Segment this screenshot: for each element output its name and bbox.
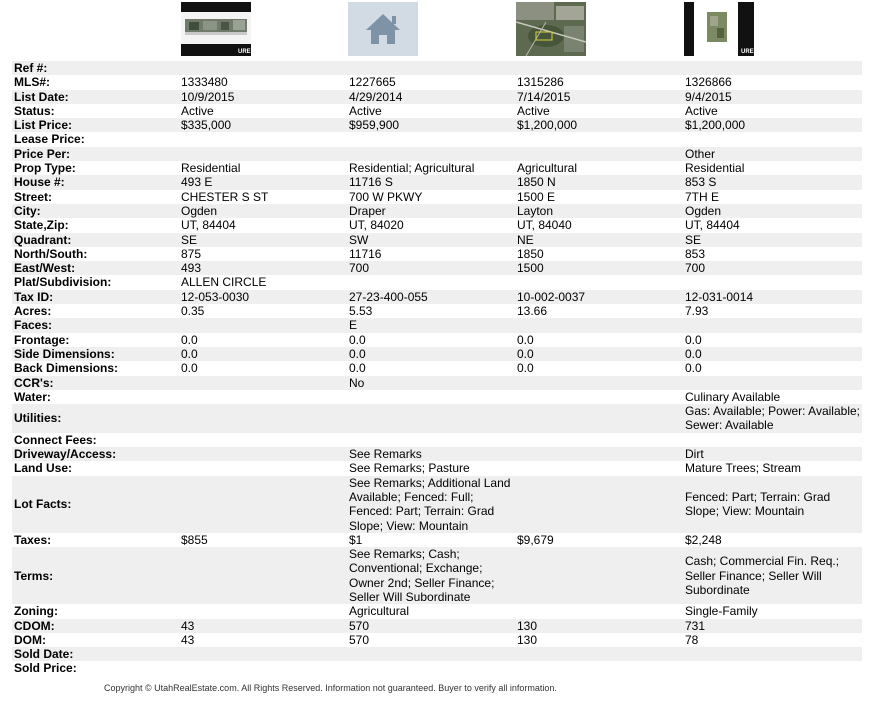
field-label: List Price: (12, 118, 179, 132)
listing-4-value (683, 647, 862, 661)
listing-4-value: 1326866 (685, 75, 732, 90)
listing-3-value (515, 661, 683, 675)
listing-1-value: 0.0 (181, 332, 198, 347)
listing-1-value: 493 E (179, 175, 347, 189)
ure-badge-1: URE (238, 49, 251, 55)
listing-photo-aerial (516, 2, 586, 56)
listing-3-value: $9,679 (517, 532, 554, 547)
row-utilities (12, 404, 862, 433)
listing-2-value: Draper (347, 204, 515, 218)
listing-3-value (515, 447, 683, 461)
row-acres (12, 304, 862, 318)
field-label: Sold Price: (14, 661, 77, 676)
field-label: CDOM: (12, 619, 179, 633)
listing-2-value (347, 147, 515, 161)
row-east-west (12, 261, 862, 275)
listing-2-value: UT, 84020 (349, 218, 404, 233)
row-north-south (12, 247, 862, 261)
listing-3-value (515, 461, 683, 475)
row-faces (12, 318, 862, 332)
listing-3-value: 1500 (515, 261, 683, 275)
listing-2-value (347, 404, 515, 433)
listing-1-value: UT, 84404 (181, 218, 236, 233)
row-lease-price (12, 132, 862, 146)
listing-1-value: 12-053-0030 (179, 290, 347, 304)
field-label: Terms: (12, 547, 179, 604)
listing-4-value (683, 661, 862, 675)
listing-2-value: 5.53 (349, 304, 373, 319)
listing-1-value: 0.0 (179, 347, 347, 361)
listing-3-value (515, 376, 683, 390)
listing-4-value: 12-031-0014 (683, 290, 862, 304)
listing-photo-street (181, 2, 251, 56)
row-city (12, 204, 862, 218)
listing-4-value: 9/4/2015 (683, 90, 862, 104)
listing-3-value (515, 318, 683, 332)
listing-3-value: 1850 N (515, 175, 683, 189)
listing-1-value: 875 (181, 246, 202, 261)
listing-4-value: 78 (685, 632, 699, 647)
listing-2-value: $959,900 (347, 118, 515, 132)
listing-4-value: 0.0 (683, 347, 862, 361)
row-land-use (12, 461, 862, 475)
listing-1-value (179, 647, 347, 661)
row-plat-subdivision (12, 275, 862, 289)
listing-3-value (515, 147, 683, 161)
field-label: Frontage: (14, 332, 70, 347)
listing-3-value: 0.0 (515, 347, 683, 361)
field-label: Tax ID: (12, 290, 179, 304)
listing-1-value (179, 318, 347, 332)
row-prop-type (12, 161, 862, 175)
listing-3-value: 130 (517, 632, 538, 647)
listing-2-value: 0.0 (347, 347, 515, 361)
listing-4-value: Cash; Commercial Fin. Req.; Seller Finance; Seller Will Subordinate (683, 547, 862, 604)
row-terms (12, 547, 862, 604)
listing-photo-2[interactable] (348, 2, 418, 56)
field-label: CCR's: (12, 376, 179, 390)
row-connect-fees (12, 433, 862, 447)
listing-3-value (515, 132, 683, 146)
listing-1-value: 0.35 (181, 304, 205, 319)
listing-3-value: Active (517, 103, 550, 118)
listing-2-value: 1227665 (349, 75, 396, 90)
row-dom (12, 633, 862, 647)
listing-1-value (179, 476, 347, 533)
listing-2-value: Active (349, 103, 382, 118)
listing-3-value (515, 647, 683, 661)
row-list-price (12, 118, 862, 132)
field-label: Status: (14, 103, 55, 118)
listing-comparison-body (12, 61, 862, 676)
listing-3-value: 13.66 (517, 304, 548, 319)
listing-3-value: 1850 (517, 246, 544, 261)
row-water (12, 390, 862, 404)
field-label: Prop Type: (14, 161, 76, 176)
listing-1-value (179, 461, 347, 475)
listing-2-value: 570 (347, 619, 515, 633)
listing-3-value: 1315286 (517, 75, 564, 90)
listing-3-value: 130 (515, 619, 683, 633)
listing-4-value: $2,248 (685, 532, 722, 547)
listing-4-value (683, 318, 862, 332)
listing-1-value: 493 (179, 261, 347, 275)
listing-1-value (179, 147, 347, 161)
field-label: East/West: (12, 261, 179, 275)
listing-photo-lot (684, 2, 754, 56)
field-label: Taxes: (14, 532, 52, 547)
listing-1-value: SE (179, 233, 347, 247)
listing-4-value: 0.0 (685, 361, 702, 376)
row-street (12, 190, 862, 204)
listing-1-value: Active (181, 103, 214, 118)
field-label: Acres: (14, 304, 52, 319)
ure-badge-4: URE (741, 49, 754, 55)
field-label: Plat/Subdivision: (14, 275, 112, 290)
listing-3-value (515, 604, 683, 618)
field-label: DOM: (14, 632, 46, 647)
listing-1-value: $335,000 (179, 118, 347, 132)
listing-2-value: See Remarks; Cash; Conventional; Exchange; Owner 2nd; Seller Finance; Seller Will Subordinate (347, 547, 515, 604)
listing-1-value (179, 376, 347, 390)
row-tax-id (12, 290, 862, 304)
listing-photo-4[interactable] (684, 2, 754, 56)
listing-1-value (179, 547, 347, 604)
listing-2-value (347, 61, 515, 75)
listing-2-value (347, 132, 515, 146)
listing-1-value (179, 433, 347, 447)
listing-2-value: 700 (347, 261, 515, 275)
row-price-per (12, 147, 862, 161)
field-label: Connect Fees: (14, 432, 97, 447)
listing-3-value: 1500 E (517, 189, 556, 204)
listing-3-value: Layton (515, 204, 683, 218)
listing-2-value (347, 661, 515, 675)
row-status (12, 104, 862, 118)
listing-3-value (515, 61, 683, 75)
listing-1-value: 43 (181, 632, 195, 647)
listing-3-value (515, 547, 683, 604)
listing-1-value: CHESTER S ST (181, 189, 269, 204)
listing-photo-1[interactable] (181, 2, 251, 56)
field-label: List Date: (12, 90, 179, 104)
listing-3-value (515, 390, 683, 404)
field-label: Sold Date: (12, 647, 179, 661)
listing-1-value (179, 132, 347, 146)
listing-4-value: 7.93 (685, 304, 709, 319)
field-label: Zoning: (14, 604, 58, 619)
listing-4-value: $1,200,000 (683, 118, 862, 132)
copyright-notice: Copyright © UtahRealEstate.com. All Rights Reserved. Information not guaranteed. Buyer to verify all information. (104, 683, 557, 693)
field-label: Ref #: (12, 61, 179, 75)
row-state-zip (12, 218, 862, 232)
listing-3-value: Agricultural (517, 161, 578, 176)
row-sold-date (12, 647, 862, 661)
row-frontage (12, 333, 862, 347)
row-side-dimensions (12, 347, 862, 361)
listing-2-value: SW (347, 233, 515, 247)
field-label: Lot Facts: (12, 476, 179, 533)
listing-4-value: Ogden (683, 204, 862, 218)
listing-4-value (683, 433, 862, 447)
listing-1-value (179, 661, 347, 675)
listing-3-value: 0.0 (517, 361, 534, 376)
listing-1-value (179, 404, 347, 433)
row-quadrant (12, 233, 862, 247)
listing-2-value: 11716 (349, 246, 382, 261)
listing-2-value: 27-23-400-055 (347, 290, 515, 304)
listing-1-value (179, 447, 347, 461)
listing-1-value: ALLEN CIRCLE (181, 275, 267, 290)
listing-3-value: $1,200,000 (515, 118, 683, 132)
listing-4-value: 7TH E (685, 189, 720, 204)
row-zoning (12, 604, 862, 618)
field-label: Faces: (12, 318, 179, 332)
field-label: City: (12, 204, 179, 218)
listing-3-value (515, 433, 683, 447)
listing-4-value: 853 (685, 246, 706, 261)
listing-3-value (515, 476, 683, 533)
listing-4-value: 0.0 (685, 332, 702, 347)
listing-4-value: 853 S (683, 175, 862, 189)
listing-3-value (515, 275, 683, 289)
field-label: House #: (12, 175, 179, 189)
field-label: Utilities: (12, 404, 179, 433)
row-taxes (12, 533, 862, 547)
listing-2-value (347, 390, 515, 404)
listing-comparison-table (12, 61, 862, 676)
listing-photos-row (0, 0, 878, 60)
listing-4-value: 700 (683, 261, 862, 275)
listing-4-value: Residential (685, 161, 745, 176)
listing-1-value: 43 (179, 619, 347, 633)
listing-2-value: No (347, 376, 515, 390)
listing-4-value: UT, 84404 (685, 218, 740, 233)
row-back-dimensions (12, 361, 862, 375)
listing-1-value (179, 390, 347, 404)
row-ref (12, 61, 862, 75)
listing-4-value (683, 275, 862, 289)
listing-1-value: 10/9/2015 (179, 90, 347, 104)
listing-4-value: Single-Family (685, 604, 758, 619)
field-label: MLS#: (14, 75, 50, 90)
listing-3-value: 7/14/2015 (515, 90, 683, 104)
listing-2-value: 570 (349, 632, 370, 647)
listing-4-value: Dirt (683, 447, 862, 461)
row-sold-price (12, 661, 862, 675)
listing-1-value (179, 604, 347, 618)
listing-4-value: 731 (683, 619, 862, 633)
listing-1-value: Residential (181, 161, 241, 176)
field-label: Back Dimensions: (14, 361, 119, 376)
listing-4-value: Active (685, 103, 718, 118)
row-house (12, 175, 862, 189)
field-label: Lease Price: (14, 132, 85, 147)
listing-2-value: 11716 S (347, 175, 515, 189)
row-cdom (12, 619, 862, 633)
row-driveway-access (12, 447, 862, 461)
listing-2-value: 4/29/2014 (347, 90, 515, 104)
listing-2-value (347, 647, 515, 661)
listing-2-value (347, 433, 515, 447)
listing-2-value: Agricultural (349, 604, 410, 619)
field-label: Street: (14, 189, 53, 204)
listing-2-value (347, 275, 515, 289)
field-label: Side Dimensions: (12, 347, 179, 361)
listing-1-value (179, 61, 347, 75)
listing-2-value: 700 W PKWY (349, 189, 423, 204)
listing-2-value: 0.0 (349, 332, 366, 347)
field-label: Price Per: (12, 147, 179, 161)
listing-3-value: 10-002-0037 (515, 290, 683, 304)
field-label: Quadrant: (12, 233, 179, 247)
field-label: Water: (14, 389, 51, 404)
listing-4-value: SE (683, 233, 862, 247)
listing-4-value: Fenced: Part; Terrain: Grad Slope; View: Mountain (683, 476, 862, 533)
listing-4-value: Mature Trees; Stream (685, 461, 802, 476)
listing-2-value: 0.0 (349, 361, 366, 376)
listing-2-value: Residential; Agricultural (349, 161, 475, 176)
row-lot-facts (12, 476, 862, 533)
listing-2-value: E (347, 318, 515, 332)
listing-1-value: Ogden (179, 204, 347, 218)
listing-2-value: See Remarks; Pasture (349, 461, 470, 476)
listing-2-value: See Remarks; Additional Land Available; Fenced: Full; Fenced: Part; Terrain: Grad Slope; View: Mountain (347, 476, 515, 533)
listing-4-value: Other (683, 147, 862, 161)
listing-4-value: Culinary Available (685, 389, 781, 404)
listing-1-value: 0.0 (181, 361, 198, 376)
listing-1-value: 1333480 (181, 75, 228, 90)
field-label: State,Zip: (14, 218, 69, 233)
listing-3-value: UT, 84040 (517, 218, 572, 233)
listing-3-value: NE (515, 233, 683, 247)
listing-4-value (683, 61, 862, 75)
field-label: Land Use: (14, 461, 73, 476)
listing-2-value: See Remarks (347, 447, 515, 461)
listing-photo-3[interactable] (516, 2, 586, 56)
listing-4-value: Gas: Available; Power: Available; Sewer: Available (685, 404, 860, 433)
listing-2-value: $1 (349, 532, 363, 547)
listing-3-value: 0.0 (517, 332, 534, 347)
row-list-date (12, 90, 862, 104)
listing-4-value (683, 376, 862, 390)
row-ccr-s (12, 376, 862, 390)
listing-3-value (515, 404, 683, 433)
row-mls (12, 75, 862, 89)
field-label: North/South: (14, 246, 88, 261)
house-placeholder-icon (348, 2, 418, 56)
listing-4-value (683, 132, 862, 146)
field-label: Driveway/Access: (12, 447, 179, 461)
listing-1-value: $855 (181, 532, 208, 547)
